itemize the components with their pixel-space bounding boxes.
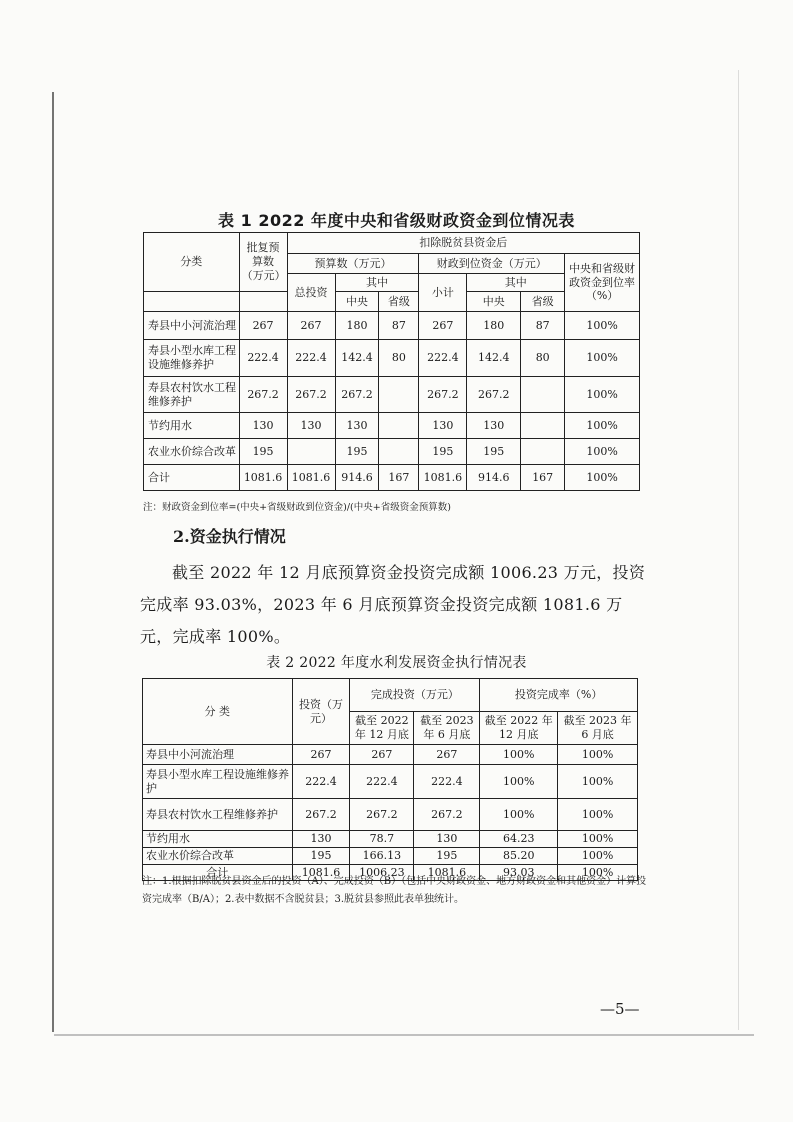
table1-header-of-which: 其中 [335,274,419,292]
table-row: 寿县小型水库工程设施维修养护 222.4 222.4 222.4 100% 100% [143,765,638,799]
table-row: 寿县中小河流治理 267 267 267 100% 100% [143,745,638,765]
table-row: 寿县小型水库工程设施维修养护 222.4 222.4 142.4 80 222.4 142.4 80 100% [144,340,640,377]
scan-edge-left [52,92,54,1032]
table2-header-dec-2022: 截至 2022 年 12 月底 [350,712,414,745]
table1-header-total-invest: 总投资 [287,274,335,312]
table1-header-provincial: 省级 [379,292,419,312]
table2-header-rate-jun-2023: 截至 2023 年 6 月底 [558,712,638,745]
page-number: —5— [600,1000,640,1018]
table-row: 合计 1081.6 1006.23 1081.6 93.03 100% [143,864,638,881]
table1-header-central: 中央 [335,292,379,312]
table1-header-rate: 中央和省级财政资金到位率（%） [565,254,640,312]
table1-note: 注：财政资金到位率=(中央+省级财政到位资金)/(中央+省级资金预算数) [143,502,451,513]
table-row: 寿县中小河流治理 267 267 180 87 267 180 87 100% [144,312,640,340]
table1-title: 表 1 2022 年度中央和省级财政资金到位情况表 [218,211,575,230]
table2-title: 表 2 2022 年度水利发展资金执行情况表 [266,655,527,671]
table1-header-after-deduction: 扣除脱贫县资金后 [287,233,639,254]
table1-header-central-2: 中央 [467,292,521,312]
table2-header-jun-2023: 截至 2023 年 6 月底 [414,712,480,745]
table1-header-approved: 批复预算数（万元） [239,233,287,292]
table-row: 寿县农村饮水工程维修养护 267.2 267.2 267.2 267.2 267.2 100% [144,377,640,413]
table1-header-arrived: 财政到位资金（万元） [419,254,565,274]
table1-funding-arrival [143,232,640,491]
table-row: 合计 1081.6 1081.6 914.6 167 1081.6 914.6 167 100% [144,465,640,491]
body-paragraph: 截至 2022 年 12 月底预算资金投资完成额 1006.23 万元，投资完成率 93.03%，2023 年 6 月底预算资金投资完成额 1081.6 万元，完成率 100%。 [140,563,646,646]
table1-header-provincial-2: 省级 [521,292,565,312]
table-row: 寿县农村饮水工程维修养护 267.2 267.2 267.2 100% 100% [143,799,638,831]
table2-header-rate: 投资完成率（%） [480,679,638,712]
scan-edge-bottom [54,1034,754,1036]
table-row: 节约用水 130 130 130 130 130 100% [144,413,640,439]
table1-header-of-which-2: 其中 [467,274,565,292]
table2-header-completed: 完成投资（万元） [350,679,480,712]
table1-header-budget: 预算数（万元） [287,254,419,274]
table1-header-subtotal: 小计 [419,274,467,312]
table2-fund-execution [142,678,638,881]
table2-note: 注：1.根据扣除脱贫县资金后的投资（A）、完成投资（B）（包括中央财政资金、地方财政资金和其他资金）计算投资完成率（B/A）；2.表中数据不含脱贫县；3.脱贫县参照此表单独统计。 [142,876,647,905]
table2-header-category: 分 类 [143,679,293,745]
table2-header-invest: 投资（万元） [292,679,350,745]
table-row: 农业水价综合改革 195 195 195 195 100% [144,439,640,465]
table2-header-rate-dec-2022: 截至 2022 年 12 月底 [480,712,558,745]
table1-header-category: 分类 [144,233,240,292]
table-row: 节约用水 130 78.7 130 64.23 100% [143,831,638,848]
section-heading: 2.资金执行情况 [173,527,286,546]
table-row: 农业水价综合改革 195 166.13 195 85.20 100% [143,847,638,864]
